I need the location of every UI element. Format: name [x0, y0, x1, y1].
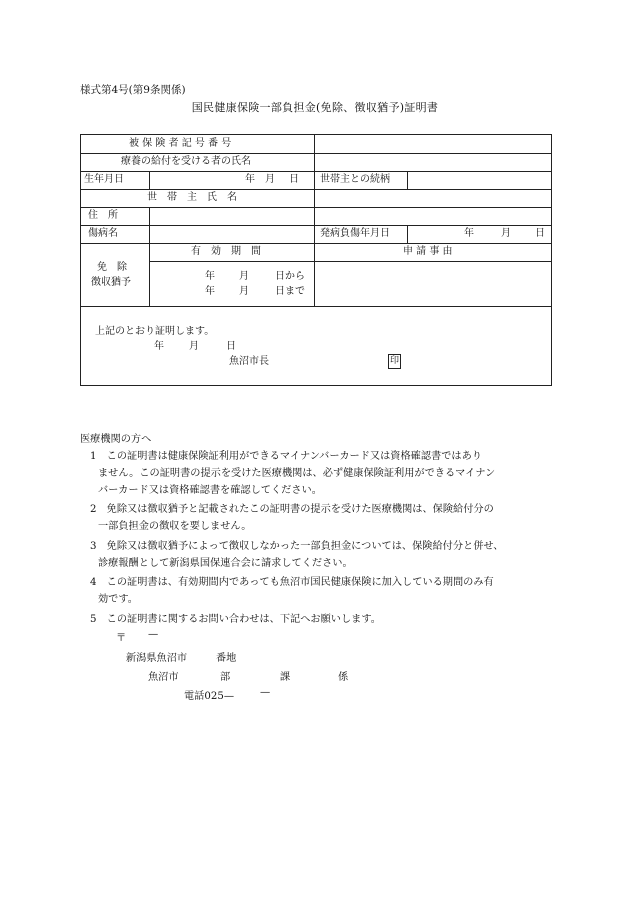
- seal-mark: [388, 354, 401, 369]
- seal-stamp: 印: [388, 354, 401, 369]
- address-label: 住 所: [88, 210, 118, 221]
- contact-phone-dash: —: [260, 687, 271, 698]
- note-line: 診療報酬として新潟県国保連合会に請求してください。: [98, 558, 353, 569]
- note-line: 効です。: [98, 594, 138, 605]
- reason-label: 申 請 事 由: [403, 246, 453, 257]
- contact-banchi: 番地: [216, 653, 237, 664]
- postal-mark: 〒: [116, 633, 127, 644]
- contact-department: 部: [220, 672, 231, 683]
- birth-day: 日: [289, 174, 299, 185]
- row-divider: [81, 189, 551, 190]
- postal-dash: —: [148, 629, 159, 640]
- column-divider: [149, 207, 150, 243]
- contact-section: 課: [280, 672, 291, 683]
- column-divider: [407, 225, 408, 243]
- row-divider: [81, 225, 551, 226]
- form-number: 様式第4号(第9条関係): [80, 84, 186, 96]
- certificate-table: [80, 134, 552, 386]
- onset-year: 年: [464, 228, 474, 239]
- document-title: 国民健康保険一部負担金(免除、徴収猶予)証明書: [191, 101, 439, 114]
- onset-day: 日: [535, 228, 545, 239]
- contact-unit: 係: [338, 672, 349, 683]
- birth-date-label: 生年月日: [84, 174, 124, 185]
- contact-phone: 電話025—: [184, 691, 235, 702]
- row-divider: [81, 153, 551, 154]
- column-divider: [149, 171, 150, 189]
- certification-year: 年: [154, 341, 164, 352]
- recipient-name-label: 療養の給付を受ける者の氏名: [121, 156, 251, 167]
- note-line: 2 免除又は徴収猶予と記載されたこの証明書の提示を受けた医療機関は、保険給付分の: [90, 504, 494, 515]
- note-line: 3 免除又は徴収猶予によって徴収しなかった一部負担金については、保険給付分と併せ、: [90, 541, 504, 552]
- note-line: バーカード又は資格確認書を確認してください。: [98, 485, 322, 496]
- relation-label: 世帯主との続柄: [320, 174, 390, 185]
- row-divider: [81, 243, 551, 244]
- exemption-label: 免 除: [97, 262, 127, 273]
- column-divider: [314, 135, 315, 306]
- insured-number-label: 被 保 険 者 記 号 番 号: [129, 138, 232, 149]
- onset-label: 発病負傷年月日: [320, 228, 390, 239]
- note-line: 1 この証明書は健康保険証利用ができるマイナンバーカード又は資格確認書ではあり: [90, 451, 482, 462]
- notes-heading: 医療機関の方へ: [80, 434, 152, 445]
- from-year: 年: [205, 271, 215, 282]
- note-line: 5 この証明書に関するお問い合わせは、下記へお願いします。: [90, 614, 381, 625]
- to-suffix: 日まで: [275, 286, 305, 297]
- to-month: 月: [239, 286, 249, 297]
- birth-month: 月: [265, 174, 275, 185]
- disease-label: 傷病名: [88, 228, 118, 239]
- onset-month: 月: [501, 228, 511, 239]
- row-divider: [81, 207, 551, 208]
- row-divider: [81, 306, 551, 307]
- deferral-label: 徴収猶予: [91, 277, 131, 288]
- contact-city: 魚沼市: [148, 672, 179, 683]
- certification-day: 日: [226, 341, 236, 352]
- note-line: 一部負担金の徴収を要しません。: [98, 521, 252, 532]
- note-line: 4 この証明書は、有効期間内であっても魚沼市国民健康保険に加入している期間のみ有: [90, 577, 494, 588]
- mayor-title: 魚沼市長: [229, 356, 269, 367]
- from-month: 月: [239, 271, 249, 282]
- certification-text: 上記のとおり証明します。: [95, 326, 215, 337]
- note-line: ません。この証明書の提示を受けた医療機関は、必ず健康保険証利用ができるマイナン: [98, 468, 496, 479]
- validity-label: 有 効 期 間: [191, 246, 261, 257]
- contact-prefecture-city: 新潟県魚沼市: [126, 653, 188, 664]
- to-year: 年: [205, 286, 215, 297]
- row-divider: [81, 171, 551, 172]
- birth-year: 年: [245, 174, 255, 185]
- head-name-label: 世 帯 主 氏 名: [147, 192, 237, 203]
- column-divider: [149, 243, 150, 306]
- row-divider: [149, 261, 551, 262]
- column-divider: [407, 171, 408, 189]
- from-suffix: 日から: [275, 271, 305, 282]
- certification-month: 月: [189, 341, 199, 352]
